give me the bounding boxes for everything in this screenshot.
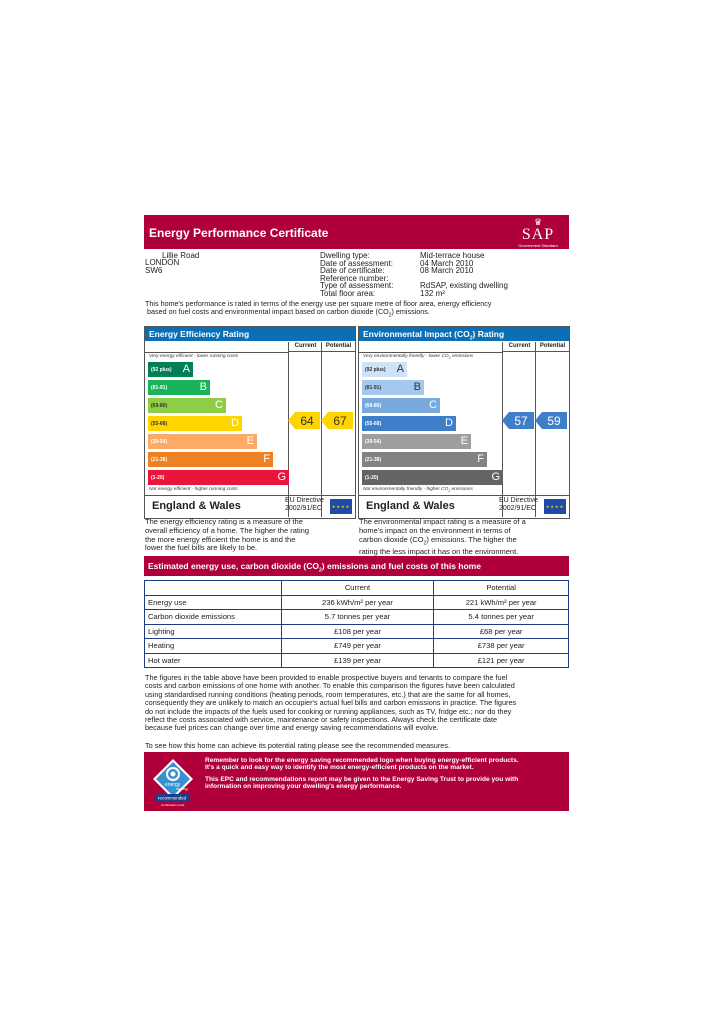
current-value: 236 kWh/m² per year bbox=[281, 595, 434, 610]
band-range: (1-20) bbox=[151, 475, 165, 481]
environmental-band-e bbox=[362, 434, 471, 449]
band-range: (21-38) bbox=[151, 457, 168, 463]
environmental-description: The environmental impact rating is a measure of a home's impact on the environment in terms of carbon dioxide $(CO_2)$ emissions. The higher the rating the less impact it has on the environment. bbox=[359, 517, 526, 556]
band-letter: D bbox=[231, 417, 239, 429]
band-range: (69-80) bbox=[365, 403, 382, 409]
see-measures-text: To see how this home can achieve its potential rating please see the recommended measures. bbox=[145, 741, 451, 750]
environmental-band-d bbox=[362, 416, 456, 431]
potential-value: £738 per year bbox=[434, 639, 569, 654]
band-letter: D bbox=[445, 417, 453, 429]
band-letter: A bbox=[396, 363, 404, 375]
band-letter: E bbox=[460, 435, 468, 447]
potential-value: £121 per year bbox=[434, 653, 569, 668]
svg-text:saving: saving bbox=[176, 786, 188, 791]
current-value: £108 per year bbox=[281, 624, 434, 639]
col-potential: Potential bbox=[535, 342, 569, 352]
address-line-3: SW6 bbox=[145, 266, 163, 275]
certificate-title-bar bbox=[144, 215, 569, 249]
potential-value: 5.4 tonnes per year bbox=[434, 610, 569, 625]
band-letter: F bbox=[263, 453, 270, 465]
col-current: Current bbox=[288, 342, 322, 352]
footnote-text: The figures in the table above have been provided to enable prospective buyers and tenants to compare the fuel costs and carbon emissions of one home with another. To enable this comparison the figures have been calculated using standardised running conditions (heating periods, room temperatures, etc.) that are the same for all homes, consequently they are unlikely to match an occupier's actual fuel bills and carbon emissions in practice. The figures do not include the impacts of the fuels used for cooking or running appliances, such as TV, fridge etc.; nor do they reflect the costs associated with service, maintenance or safety inspections. Always check the certificate date because fuel prices can change over time and energy saving recommendations will evolve. bbox=[145, 673, 517, 733]
environmental-band-a bbox=[362, 362, 407, 377]
sap-logo: ♛ SAP Government Standard bbox=[515, 218, 561, 246]
band-range: (69-80) bbox=[151, 403, 168, 409]
efficiency-band-b bbox=[148, 380, 210, 395]
svg-text:recommended: recommended bbox=[158, 795, 187, 801]
band-range: (55-68) bbox=[151, 421, 168, 427]
eu-directive: EU Directive 2002/91/EC bbox=[285, 497, 324, 512]
svg-text:67: 67 bbox=[333, 414, 347, 428]
col-current: Current bbox=[281, 581, 434, 596]
svg-text:59: 59 bbox=[547, 414, 561, 428]
costs-table bbox=[144, 580, 569, 668]
row-label: Heating bbox=[145, 639, 282, 654]
band-letter: C bbox=[429, 399, 437, 411]
band-letter: F bbox=[477, 453, 484, 465]
efficiency-band-e bbox=[148, 434, 257, 449]
band-range: (1-20) bbox=[365, 475, 379, 481]
intro-text: This home's performance is rated in terms of the energy use per square metre of floor area, energy efficiency based on fuel costs and environmental impact based on carbon dioxide $(CO_2)$ emissions. bbox=[145, 299, 492, 319]
table-row bbox=[145, 624, 569, 639]
energy-saving-trust-message: This EPC and recommendations report may be given to the Energy Saving Trust to provide you with information on improving your dwelling's energy performance. bbox=[205, 776, 519, 790]
svg-text:57: 57 bbox=[514, 414, 528, 428]
col-current: Current bbox=[502, 342, 536, 352]
band-letter: A bbox=[182, 363, 190, 375]
row-label: Lighting bbox=[145, 624, 282, 639]
current-value: 5.7 tonnes per year bbox=[281, 610, 434, 625]
environmental-band-f bbox=[362, 452, 487, 467]
band-range: (55-68) bbox=[365, 421, 382, 427]
band-range: (81-91) bbox=[151, 385, 168, 391]
region-label: England & Wales bbox=[366, 500, 455, 512]
energy-efficiency-title: Energy Efficiency Rating bbox=[145, 327, 355, 341]
band-letter: B bbox=[413, 381, 421, 393]
environmental-impact-title: Environmental Impact $(CO_2)$ Rating bbox=[359, 327, 569, 341]
efficiency-description: The energy efficiency rating is a measure of the overall efficiency of a home. The higher the rating the more energy efficient the home is and the lower the fuel bills are likely to be. bbox=[145, 517, 309, 553]
band-letter: E bbox=[246, 435, 254, 447]
recommended-logo-message: Remember to look for the energy saving recommended logo when buying energy-efficient products. It's a quick and easy way to identify the most energy-efficient products on the market. bbox=[205, 757, 519, 771]
table-row bbox=[145, 610, 569, 625]
band-range: (81-91) bbox=[365, 385, 382, 391]
band-range: (39-54) bbox=[151, 439, 168, 445]
row-label: Hot water bbox=[145, 653, 282, 668]
details-values: Mid-terrace house 04 March 2010 08 March 2010 RdSAP, existing dwelling 132 m² bbox=[420, 251, 508, 298]
efficiency-potential-arrow bbox=[321, 412, 353, 434]
svg-text:Certification mark: Certification mark bbox=[161, 803, 185, 807]
col-potential: Potential bbox=[321, 342, 355, 352]
table-row bbox=[145, 653, 569, 668]
band-letter: B bbox=[199, 381, 207, 393]
table-row bbox=[145, 595, 569, 610]
band-letter: G bbox=[491, 471, 500, 483]
energy-saving-recommended-icon bbox=[149, 757, 197, 807]
environmental-potential-arrow bbox=[535, 412, 567, 434]
costs-section-bar bbox=[144, 556, 569, 576]
environmental-current-arrow bbox=[502, 412, 534, 434]
current-value: £139 per year bbox=[281, 653, 434, 668]
current-value: £749 per year bbox=[281, 639, 434, 654]
efficiency-current-arrow bbox=[288, 412, 320, 434]
band-range: (21-38) bbox=[365, 457, 382, 463]
eu-directive: EU Directive 2002/91/EC bbox=[499, 497, 538, 512]
potential-value: £68 per year bbox=[434, 624, 569, 639]
svg-text:64: 64 bbox=[300, 414, 314, 428]
energy-saving-bar bbox=[144, 752, 569, 811]
eu-flag-icon: ★★★★ bbox=[330, 499, 352, 514]
efficiency-band-f bbox=[148, 452, 273, 467]
environmental-band-b bbox=[362, 380, 424, 395]
page-title: Energy Performance Certificate bbox=[149, 226, 329, 240]
svg-text:energy: energy bbox=[165, 782, 181, 788]
environmental-band-c bbox=[362, 398, 440, 413]
details-labels: Dwelling type: Date of assessment: Date of certificate: Reference number: Type of assessment: Total floor area: bbox=[320, 251, 394, 298]
efficiency-band-g bbox=[148, 470, 289, 485]
efficiency-band-c bbox=[148, 398, 226, 413]
top-note: Very environmentally friendly - lower $CO_2$ emissions bbox=[363, 354, 474, 360]
costs-section-title: Estimated energy use, carbon dioxide $(CO_2)$ emissions and fuel costs of this home bbox=[148, 561, 481, 574]
efficiency-band-d bbox=[148, 416, 242, 431]
address-line-2: LONDON bbox=[145, 258, 180, 267]
bottom-note: Not environmentally friendly - higher $CO_2$ emissions bbox=[363, 487, 473, 493]
band-range: (92 plus) bbox=[365, 367, 386, 373]
environmental-band-g bbox=[362, 470, 503, 485]
table-row bbox=[145, 639, 569, 654]
top-note: Very energy efficient - lower running costs bbox=[149, 354, 239, 359]
address-line-1: Lillie Road bbox=[162, 251, 200, 260]
row-label: Energy use bbox=[145, 595, 282, 610]
eu-flag-icon: ★★★★ bbox=[544, 499, 566, 514]
table-header-row bbox=[145, 581, 569, 596]
band-range: (39-54) bbox=[365, 439, 382, 445]
bottom-note: Not energy efficient - higher running costs bbox=[149, 487, 238, 492]
band-letter: C bbox=[215, 399, 223, 411]
row-label: Carbon dioxide emissions bbox=[145, 610, 282, 625]
band-letter: G bbox=[277, 471, 286, 483]
efficiency-band-a bbox=[148, 362, 193, 377]
region-label: England & Wales bbox=[152, 500, 241, 512]
band-range: (92 plus) bbox=[151, 367, 172, 373]
crown-icon: ♛ bbox=[533, 217, 543, 227]
potential-value: 221 kWh/m² per year bbox=[434, 595, 569, 610]
col-potential: Potential bbox=[434, 581, 569, 596]
